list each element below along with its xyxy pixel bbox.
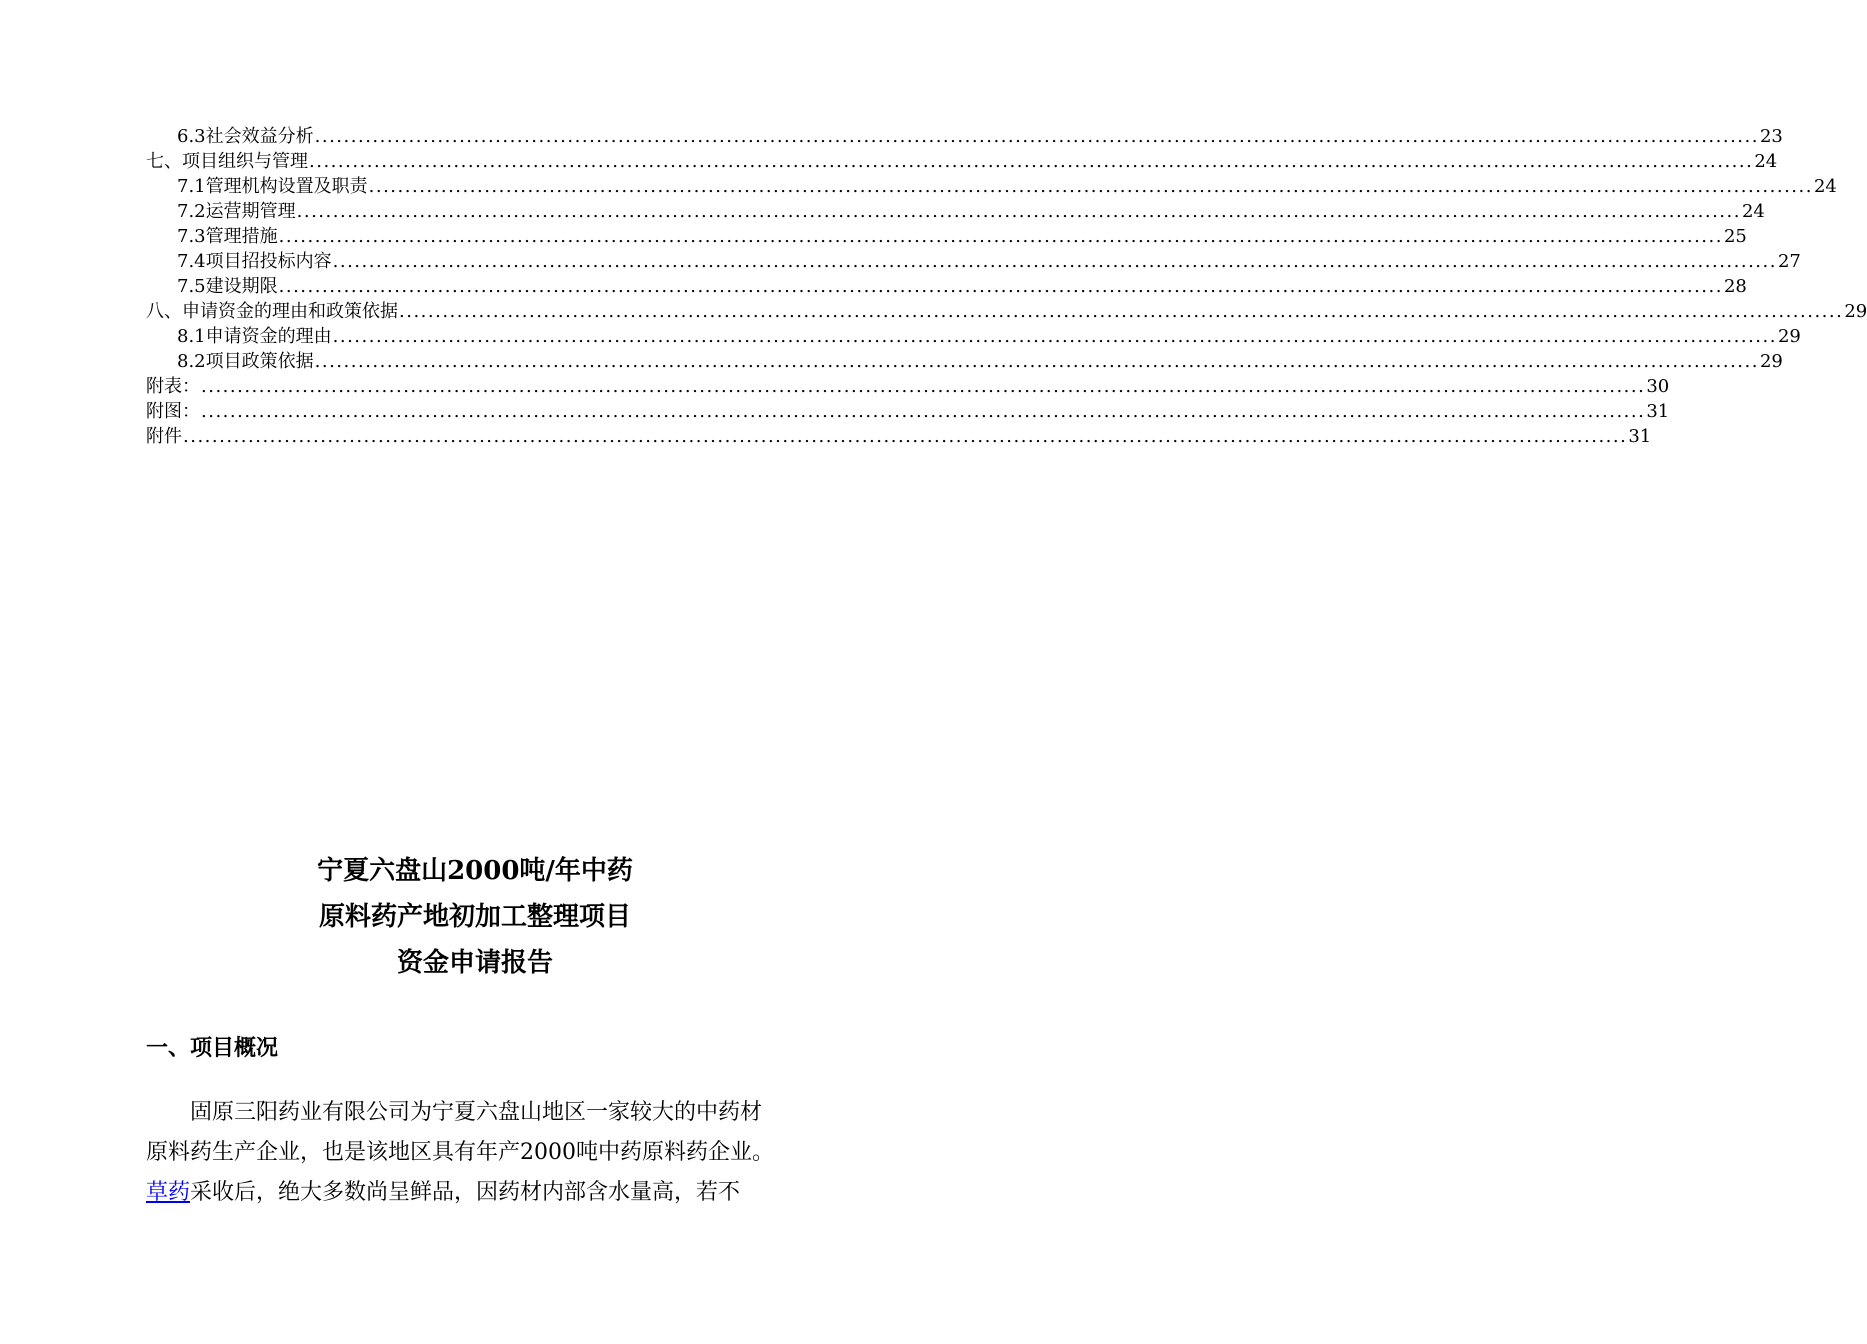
toc-entry[interactable] [146,124,1783,149]
toc-entry[interactable] [146,324,1801,349]
toc-entry[interactable] [146,224,1747,249]
toc-entry-page: 28 [1723,276,1747,297]
toc-leader-dots: ........................................................................................................................................................................................................ [296,201,1741,222]
toc-entry[interactable] [146,249,1801,274]
toc-leader-dots: ........................................................................................................................................................................................................ [183,426,1628,447]
toc-leader-dots: ........................................................................................................................................................................................................ [332,251,1777,272]
toc-entry-page: 29 [1844,301,1867,322]
section-heading: 一、项目概况 [146,1035,279,1061]
title-line-3: 资金申请报告 [396,948,553,978]
paragraph-line-1: 固原三阳药业有限公司为宁夏六盘山地区一家较大的中药材 [190,1100,763,1125]
toc-entry-page: 24 [1754,151,1778,172]
toc-entry-label: 7.5建设期限 [177,276,278,297]
toc-leader-dots: ........................................................................................................................................................................................................ [278,276,1723,297]
toc-entry[interactable] [146,424,1652,449]
toc-leader-dots: ........................................................................................................................................................................................................ [368,176,1813,197]
toc-leader-dots: ........................................................................................................................................................................................................ [201,376,1646,397]
paragraph-line-3 [146,1173,826,1213]
toc-entry[interactable] [146,374,1670,399]
toc-entry-page: 31 [1646,401,1670,422]
toc-entry-page: 24 [1813,176,1837,197]
herb-link[interactable]: 草药 [146,1180,191,1205]
toc-entry-page: 24 [1741,201,1765,222]
toc-entry-page: 23 [1759,126,1783,147]
table-of-contents [146,124,1867,449]
toc-leader-dots: ........................................................................................................................................................................................................ [278,226,1723,247]
toc-entry-label: 7.4项目招投标内容 [177,251,332,272]
title-line-2: 原料药产地初加工整理项目 [318,902,631,932]
body-paragraph [146,1093,826,1213]
toc-entry-page: 29 [1777,326,1801,347]
toc-entry-label: 7.2运营期管理 [177,201,296,222]
toc-entry[interactable] [146,349,1783,374]
toc-leader-dots: ........................................................................................................................................................................................................ [399,301,1844,322]
toc-entry-label: 七、项目组织与管理 [146,151,308,172]
toc-entry[interactable] [146,174,1837,199]
toc-leader-dots: ........................................................................................................................................................................................................ [314,126,1759,147]
toc-entry-page: 30 [1646,376,1670,397]
toc-entry[interactable] [146,199,1765,224]
toc-entry[interactable] [146,274,1747,299]
toc-leader-dots: ........................................................................................................................................................................................................ [201,401,1646,422]
paragraph-line-3-text: 采收后，绝大多数尚呈鲜品，因药材内部含水量高，若不 [190,1180,741,1205]
toc-entry-page: 29 [1759,351,1783,372]
toc-entry-label: 附图： [146,401,200,422]
toc-leader-dots: ........................................................................................................................................................................................................ [314,351,1759,372]
toc-entry-page: 27 [1777,251,1801,272]
toc-entry-page: 25 [1723,226,1747,247]
toc-entry[interactable] [146,149,1778,174]
toc-leader-dots: ........................................................................................................................................................................................................ [332,326,1777,347]
paragraph-line-2: 原料药生产企业，也是该地区具有年产2000吨中药原料药企业。 [146,1140,774,1165]
toc-entry-label: 6.3社会效益分析 [177,126,314,147]
toc-entry-label: 8.2项目政策依据 [177,351,314,372]
toc-entry-label: 八、申请资金的理由和政策依据 [146,301,398,322]
toc-entry-page: 31 [1628,426,1652,447]
toc-entry[interactable] [146,299,1867,324]
title-line-1: 宁夏六盘山2000吨/年中药 [317,856,633,886]
toc-entry-label: 附表： [146,376,200,397]
toc-entry-label: 7.3管理措施 [177,226,278,247]
document-title [0,848,950,986]
toc-entry[interactable] [146,399,1670,424]
toc-entry-label: 8.1申请资金的理由 [177,326,332,347]
toc-leader-dots: ........................................................................................................................................................................................................ [309,151,1754,172]
toc-entry-label: 附件 [146,426,182,447]
toc-entry-label: 7.1管理机构设置及职责 [177,176,368,197]
